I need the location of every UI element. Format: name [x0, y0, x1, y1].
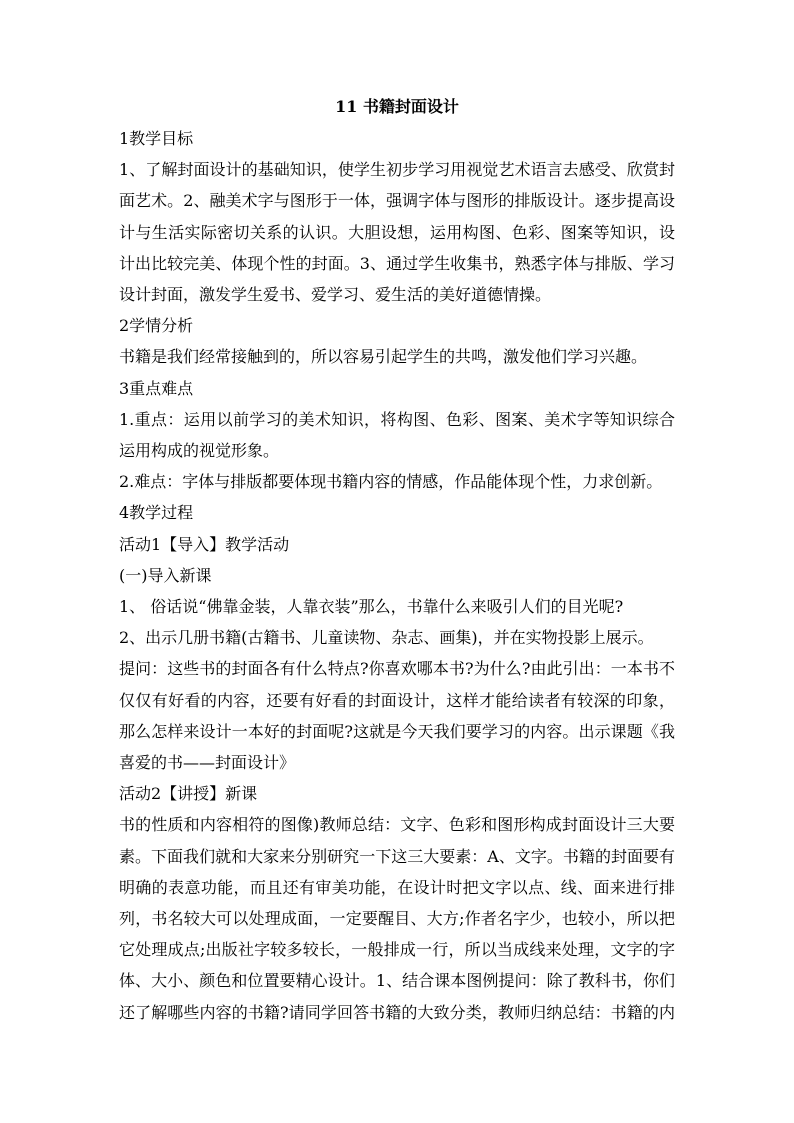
- document-line: 提问：这些书的封面各有什么特点?你喜欢哪本书?为什么?由此引出：一本书不: [119, 659, 675, 679]
- document-line: 书的性质和内容相符的图像)教师总结：文字、色彩和图形构成封面设计三大要: [119, 815, 675, 835]
- document-line: 活动1【导入】教学活动: [119, 534, 290, 554]
- document-line: 2、出示几册书籍(古籍书、儿童读物、杂志、画集)，并在实物投影上展示。: [119, 628, 654, 648]
- document-line: 体、大小、颜色和位置要精心设计。1、结合课本图例提问：除了教科书，你们: [119, 971, 675, 991]
- document-line: 仅仅有好看的内容，还要有好看的封面设计，这样才能给读者有较深的印象，: [119, 690, 675, 710]
- document-line: 运用构成的视觉形象。: [119, 441, 280, 460]
- document-line: 它处理成点;出版社字较多较长，一般排成一行，所以当成线来处理，文字的字: [119, 940, 675, 960]
- document-line: 面艺术。2、融美术字与图形于一体，强调字体与图形的排版设计。逐步提高设: [119, 191, 675, 211]
- document-line: 书籍是我们经常接触到的，所以容易引起学生的共鸣，激发他们学习兴趣。: [119, 347, 648, 367]
- document-line: 列，书名较大可以处理成面，一定要醒目、大方;作者名字少，也较小，所以把: [119, 909, 675, 928]
- document-line: 1、 俗话说“佛靠金装，人靠衣装”那么，书靠什么来吸引人们的目光呢?: [119, 597, 624, 616]
- document-line: 2.难点：字体与排版都要体现书籍内容的情感，作品能体现个性，力求创新。: [119, 472, 663, 492]
- document-line: 活动2【讲授】新课: [119, 784, 258, 804]
- document-line: (一)导入新课: [119, 565, 212, 585]
- document-line: 明确的表意功能，而且还有审美功能，在设计时把文字以点、线、面来进行排: [119, 877, 675, 897]
- document-line: 计出比较完美、体现个性的封面。3、通过学生收集书，熟悉字体与排版、学习: [119, 253, 675, 273]
- document-line: 计与生活实际密切关系的认识。大胆设想，运用构图、色彩、图案等知识，设: [119, 222, 675, 242]
- document-line: 1.重点：运用以前学习的美术知识，将构图、色彩、图案、美术字等知识综合: [119, 409, 675, 429]
- document-title: 11 书籍封面设计: [335, 97, 459, 116]
- document-line: 4教学过程: [119, 503, 194, 523]
- document-line: 还了解哪些内容的书籍?请同学回答书籍的大致分类，教师归纳总结：书籍的内: [119, 1002, 675, 1022]
- document-line: 喜爱的书——封面设计》: [119, 753, 296, 772]
- document-line: 1、了解封面设计的基础知识，使学生初步学习用视觉艺术语言去感受、欣赏封: [119, 160, 675, 180]
- document-line: 素。下面我们就和大家来分别研究一下这三大要素：A、文字。书籍的封面要有: [119, 846, 675, 866]
- document-line: 3重点难点: [119, 378, 194, 398]
- document-line: 1教学目标: [119, 129, 194, 148]
- document-line: 2学情分析: [119, 316, 194, 336]
- document-line: 设计封面，激发学生爱书、爱学习、爱生活的美好道德情操。: [119, 285, 552, 304]
- document-line: 那么怎样来设计一本好的封面呢?这就是今天我们要学习的内容。出示课题《我: [119, 721, 675, 741]
